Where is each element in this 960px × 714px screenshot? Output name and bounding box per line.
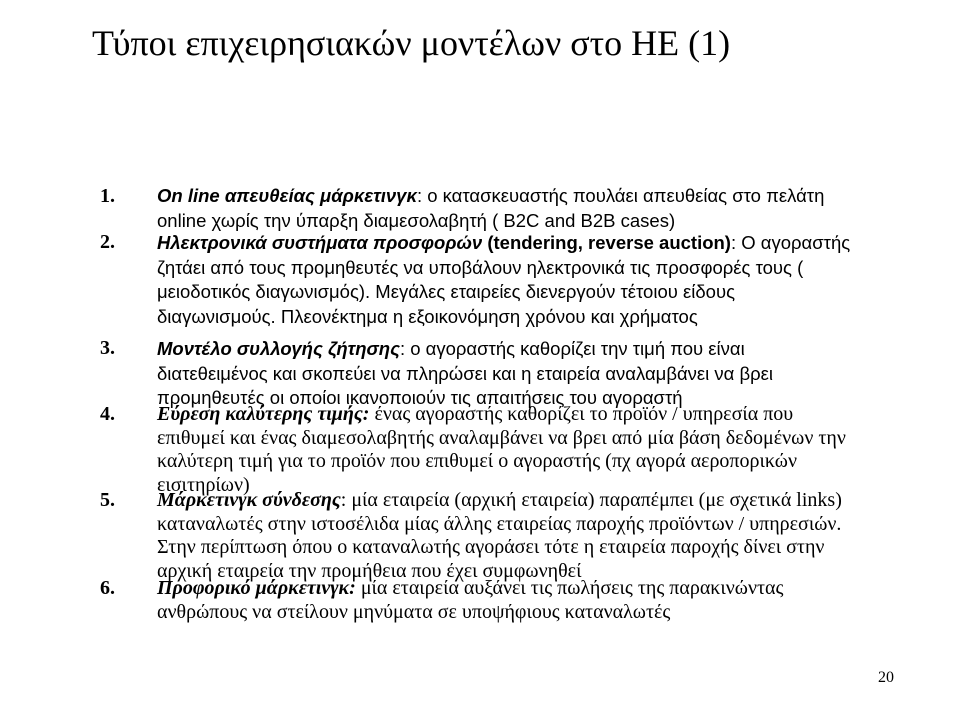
item-number: 4. [100,403,115,425]
item-number: 3. [100,337,115,359]
item-number: 2. [100,231,115,253]
item-number: 1. [100,185,115,207]
item-text: ο αγοραστής καθορίζει την τιμή που είναι διατεθειμένος και σκοπεύει να πληρώσει και η εταιρεία αναλαμβάνει να βρει προμηθευτές οι οποίοι ικανοποιούν τις απαιτήσεις του αγοραστή [157,338,774,408]
item-label: Μάρκετινγκ σύνδεσης [157,489,341,511]
item-label: On line απευθείας μάρκετινγκ [157,185,417,206]
item-label-sep: : [399,338,406,359]
list-item-viral-marketing [157,577,857,624]
item-label-sep: : [340,489,347,511]
item-label: Μοντέλο συλλογής ζήτησης [157,338,400,359]
item-label: Εύρεση καλύτερης τιμής: [157,403,370,425]
page-number: 20 [878,669,894,686]
item-text: : Ο αγοραστής ζητάει από τους προμηθευτές να υποβάλουν ηλεκτρονικά τις προσφορές τους ( μειοδοτικός διαγωνισμός). Μεγάλες εταιρείες διενεργούν τέτοιου είδους διαγωνισμούς. Πλεονέκτημα η εξοικονόμηση χρόνου και χρήματος [157,232,851,327]
item-label: Προφορικό μάρκετινγκ: [157,577,356,599]
item-text: μία εταιρεία (αρχική εταιρεία) παραπέμπει (με σχετικά links) καταναλωτές στην ιστοσέλιδα μίας άλλης εταιρείας παροχής προϊόντων / υπηρεσιών. Στην περίπτωση όπου ο καταναλωτής αγοράσει τότε η εταιρεία παροχής δίνει στην αρχική εταιρεία την προμήθεια που έχει συμφωνηθεί [157,489,842,582]
slide-title: Τύποι επιχειρησιακών μοντέλων στο ΗΕ (1) [92,23,731,63]
list-item-affiliate-marketing [157,489,857,583]
list-item-tendering [157,231,857,329]
item-label: Ηλεκτρονικά συστήματα προσφορών [157,232,483,253]
item-number: 6. [100,577,115,599]
list-item-best-price [157,403,857,497]
item-label-sep: : [416,185,423,206]
item-label-extra: (tendering, reverse auction) [482,232,731,253]
item-text: ένας αγοραστής καθορίζει το προϊόν / υπηρεσία που επιθυμεί και ένας διαμεσολαβητής αναλαμβάνει να βρει από μία βάση δεδομένων την καλύτερη τιμή για το προϊόν που επιθυμεί ο αγοραστής (πχ αγορά αεροπορικών εισιτηρίων) [157,403,846,496]
list-item-online-marketing [157,184,857,233]
list-item-demand-aggregation [157,337,857,411]
item-text: ο κατασκευαστής πουλάει απευθείας στο πελάτη online χωρίς την ύπαρξη διαμεσολαβητή ( B2C and B2B cases) [157,185,825,231]
item-text: μία εταιρεία αυξάνει τις πωλήσεις της παρακινώντας ανθρώπους να στείλουν μηνύματα σε υποψήφιους καταναλωτές [157,577,784,623]
item-number: 5. [100,489,115,511]
